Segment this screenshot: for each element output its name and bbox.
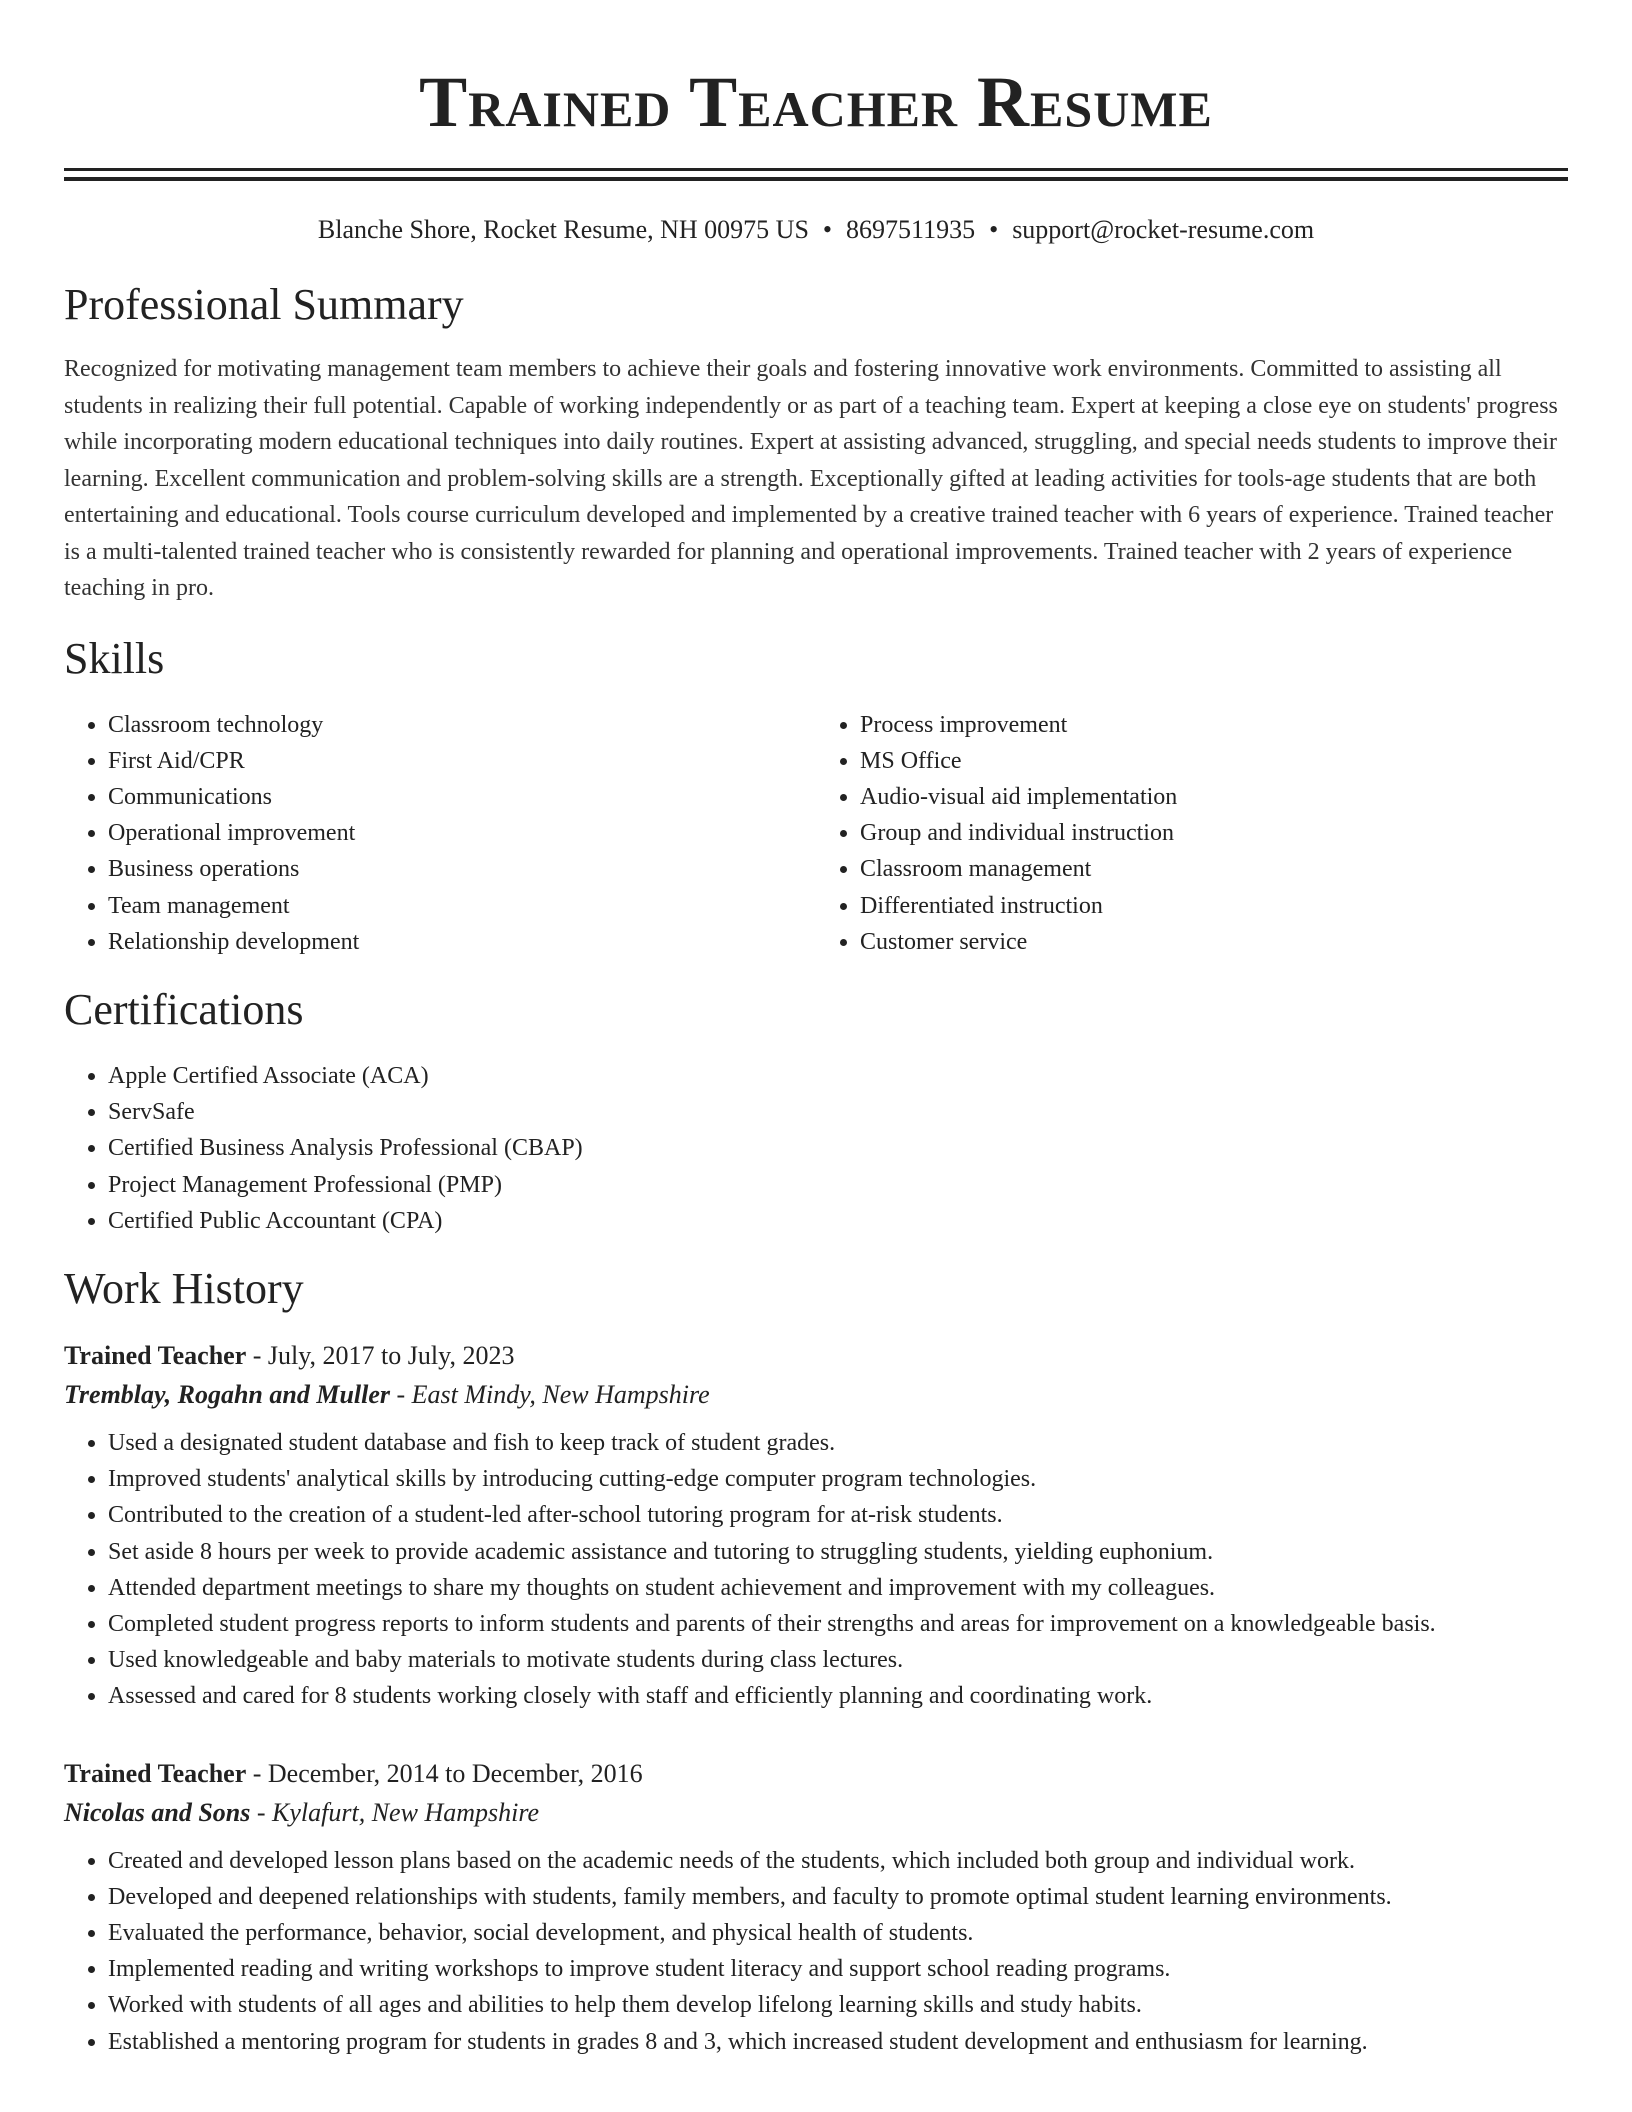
job-bullet: • Completed student progress reports to inform students and parents of their strengths and areas for improvement on a knowledgeable basis. (108, 1606, 1568, 1642)
skills-section (64, 633, 1568, 960)
job-dates: - July, 2017 to July, 2023 (246, 1340, 515, 1370)
job-bullet: • Improved students' analytical skills by introducing cutting-edge computer program technologies. (108, 1461, 1568, 1497)
job-bullet: • Attended department meetings to share my thoughts on student achievement and improvement with my colleagues. (108, 1570, 1568, 1606)
job-company-line (64, 1793, 1568, 1833)
certifications-list (64, 1058, 1568, 1239)
job-entry (64, 1337, 1568, 1715)
certification-item: • Project Management Professional (PMP) (108, 1167, 1568, 1203)
skill-item: • Communications (108, 779, 816, 815)
job-role: Trained Teacher (64, 1340, 247, 1370)
job-bullet: • Used knowledgeable and baby materials to motivate students during class lectures. (108, 1642, 1568, 1678)
skills-list-left (64, 707, 816, 960)
job-location: - East Mindy, New Hampshire (390, 1379, 710, 1409)
skill-item: • Classroom technology (108, 707, 816, 743)
job-bullet: • Used a designated student database and fish to keep track of student grades. (108, 1425, 1568, 1461)
job-company: Tremblay, Rogahn and Muller (64, 1379, 391, 1409)
skill-item: • Process improvement (860, 707, 1568, 743)
title-divider (64, 168, 1568, 181)
job-role: Trained Teacher (64, 1758, 247, 1788)
professional-summary-section (64, 279, 1568, 607)
job-title-line (64, 1755, 1568, 1793)
skills-list-right (816, 707, 1568, 960)
job-dates: - December, 2014 to December, 2016 (246, 1758, 643, 1788)
skill-item: • First Aid/CPR (108, 743, 816, 779)
job-bullets (64, 1843, 1568, 2060)
summary-text: Recognized for motivating management team members to achieve their goals and fostering innovative work environments. Committed to assisting all students in realizing their full potential. Capable of working independently or as part of a teaching team. Expert at keeping a close eye on students' progress while incorporating modern educational techniques into daily routines. Expert at assisting advanced, struggling, and special needs students to improve their learning. Excellent communication and problem-solving skills are a strength. Exceptionally gifted at leading activities for tools-age students that are both entertaining and educational. Tools course curriculum developed and implemented by a creative trained teacher with 6 years of experience. Trained teacher is a multi-talented trained teacher who is consistently rewarded for planning and operational improvements. Trained teacher with 2 years of experience teaching in pro. (64, 356, 1558, 601)
section-heading-work-history: Work History (64, 1263, 304, 1313)
work-history-section (64, 1263, 1568, 2060)
certification-item: • Apple Certified Associate (ACA) (108, 1058, 1568, 1094)
job-entry (64, 1755, 1568, 2060)
contact-line (64, 215, 1568, 245)
contact-phone: 8697511935 (846, 215, 976, 244)
job-bullet: • Created and developed lesson plans based on the academic needs of the students, which included both group and individual work. (108, 1843, 1568, 1879)
job-title-line (64, 1337, 1568, 1375)
contact-email: support@rocket-resume.com (1012, 215, 1315, 244)
job-bullet: • Contributed to the creation of a student-led after-school tutoring program for at-risk students. (108, 1497, 1568, 1533)
skill-item: • Relationship development (108, 924, 816, 960)
job-bullets (64, 1425, 1568, 1715)
certification-item: • ServSafe (108, 1094, 1568, 1130)
job-company-line (64, 1375, 1568, 1415)
resume-title: Trained Teacher Resume (419, 62, 1213, 142)
job-bullet: • Assessed and cared for 8 students working closely with staff and efficiently planning and coordinating work. (108, 1678, 1568, 1714)
certification-item: • Certified Public Accountant (CPA) (108, 1203, 1568, 1239)
job-bullet: • Set aside 8 hours per week to provide academic assistance and tutoring to struggling students, yielding euphonium. (108, 1534, 1568, 1570)
job-bullet: • Evaluated the performance, behavior, social development, and physical health of students. (108, 1915, 1568, 1951)
skill-item: • Audio-visual aid implementation (860, 779, 1568, 815)
skill-item: • Differentiated instruction (860, 888, 1568, 924)
job-company: Nicolas and Sons (64, 1797, 251, 1827)
job-bullet: • Worked with students of all ages and abilities to help them develop lifelong learning skills and study habits. (108, 1987, 1568, 2023)
job-bullet: • Developed and deepened relationships with students, family members, and faculty to promote optimal student learning environments. (108, 1879, 1568, 1915)
contact-separator: • (822, 215, 833, 244)
skill-item: • Classroom management (860, 851, 1568, 887)
certification-item: • Certified Business Analysis Professional (CBAP) (108, 1130, 1568, 1166)
skill-item: • Customer service (860, 924, 1568, 960)
skill-item: • MS Office (860, 743, 1568, 779)
section-heading-skills: Skills (64, 633, 165, 683)
job-bullet: • Implemented reading and writing workshops to improve student literacy and support school reading programs. (108, 1951, 1568, 1987)
contact-address: Blanche Shore, Rocket Resume, NH 00975 US (317, 215, 809, 244)
contact-separator: • (989, 215, 999, 244)
skill-item: • Operational improvement (108, 815, 816, 851)
skill-item: • Group and individual instruction (860, 815, 1568, 851)
skill-item: • Team management (108, 888, 816, 924)
certifications-section (64, 984, 1568, 1239)
section-heading-summary: Professional Summary (64, 280, 464, 329)
section-heading-certifications: Certifications (64, 984, 304, 1034)
job-location: - Kylafurt, New Hampshire (250, 1797, 540, 1827)
job-bullet: • Established a mentoring program for students in grades 8 and 3, which increased student development and enthusiasm for learning. (108, 2024, 1568, 2060)
skill-item: • Business operations (108, 851, 816, 887)
skills-columns (64, 707, 1568, 960)
